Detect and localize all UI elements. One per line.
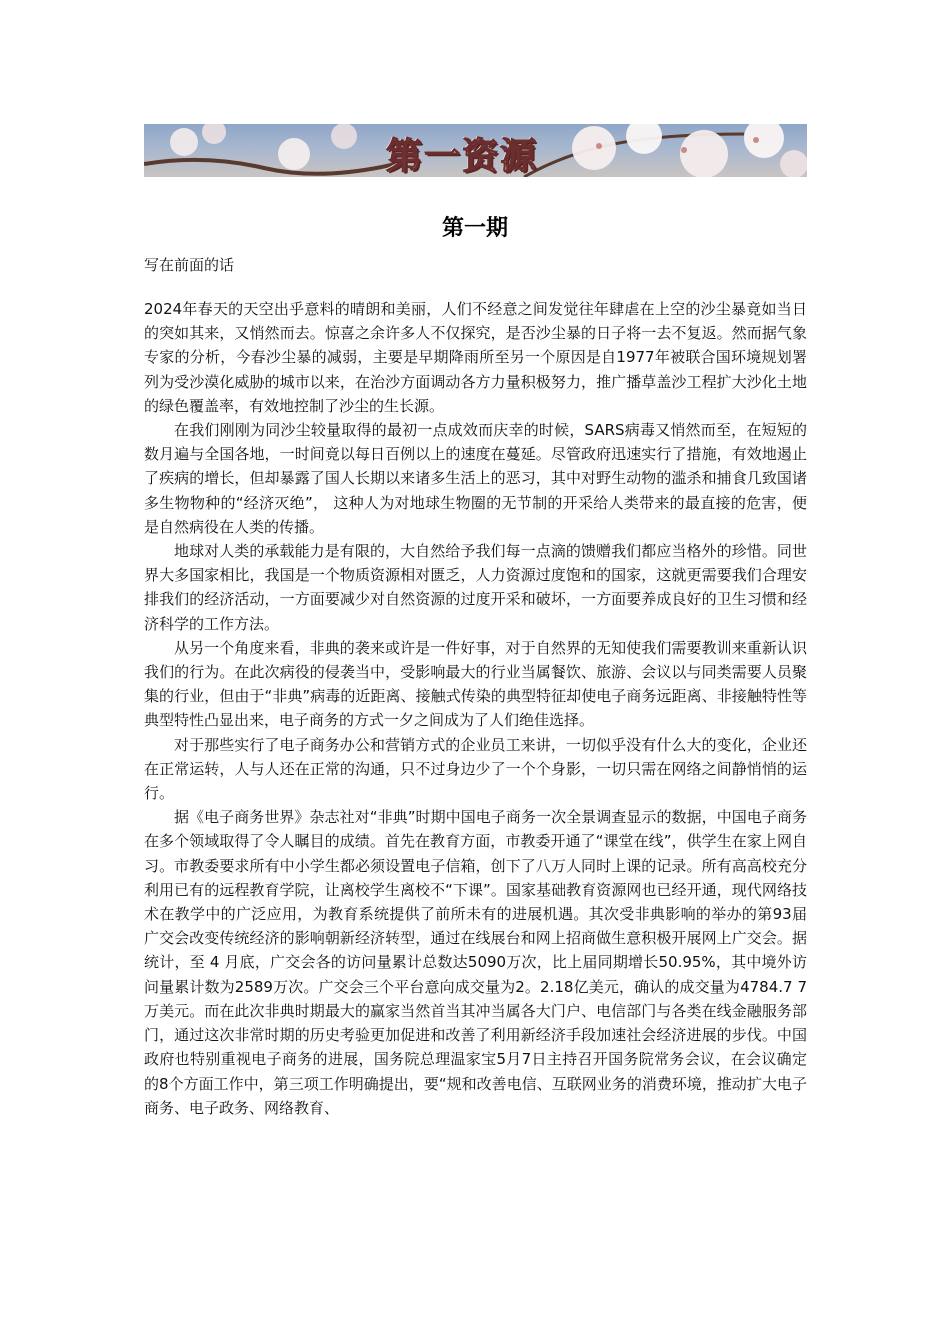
paragraph: 在我们刚刚为同沙尘较量取得的最初一点成效而庆幸的时候，SARS病毒又悄然而至，在短短的数月遍与全国各地，一时间竟以每日百例以上的速度在蔓延。尽管政府迅速实行了措施，有效地遏止了疾病的增长，但却暴露了国人长期以来诸多生活上的恶习，其中对野生动物的滥杀和捕食几致国诸多生物物种的“经济灭绝”， 这种人为对地球生物圈的无节制的开采给人类带来的最直接的危害，便是自然病役在人类的传播。 (144, 421, 807, 536)
paragraph: 据《电子商务世界》杂志社对“非典”时期中国电子商务一次全景调查显示的数据，中国电子商务在多个领域取得了令人瞩目的成绩。首先在教育方面，市教委开通了“课堂在线”，供学生在家上网自习。市教委要求所有中小学生都必须设置电子信箱，创下了八万人同时上课的记录。所有高高校充分利用已有的远程教育学院，让离校学生离校不“下课”。国家基础教育资源网也已经开通，现代网络技术在教学中的广泛应用，为教育系统提供了前所未有的进展机遇。其次受非典影响的举办的第93届广交会改变传统经济的影响朝新经济转型，通过在线展台和网上招商做生意积极开展网上广交会。据统计，至 4 月底，广交会各的访问量累计总数达5090万次，比上届同期增长50.95%，其中境外访问量累计数为2589万次。广交会三个平台意向成交量为2。2.18亿美元，确认的成交量为4784.7 7万美元。而在此次非典时期最大的赢家当然首当其冲当属各大门户、电信部门与各类在线金融服务部门，通过这次非常时期的历史考验更加促进和改善了利用新经济手段加速社会经济进展的步伐。中国政府也特别重视电子商务的进展，国务院总理温家宝5月7日主持召开国务院常务会议，在会议确定的8个方面工作中，第三项工作明确提出，要“规和改善电信、互联网业务的消费环境，推动扩大电子商务、电子政务、网络教育、 (144, 808, 807, 1117)
banner-title: 第一资源 (386, 135, 539, 177)
paragraph: 对于那些实行了电子商务办公和营销方式的企业员工来讲，一切似乎没有什么大的变化，企业还在正常运转，人与人还在正常的沟通，只不过身边少了一个个身影，一切只需在网络之间静悄悄的运行。 (144, 735, 807, 803)
document-body (144, 297, 807, 1120)
paragraph: 从另一个角度来看，非典的袭来或许是一件好事，对于自然界的无知使我们需要教训来重新认识我们的行为。在此次病役的侵袭当中，受影响最大的行业当属餐饮、旅游、会议以与同类需要人员聚集的行业，但由于“非典”病毒的近距离、接触式传染的典型特征却使电子商务远距离、非接触特性等典型特性凸显出来，电子商务的方式一夕之间成为了人们绝佳选择。 (144, 638, 807, 730)
paragraph: 地球对人类的承载能力是有限的，大自然给予我们每一点滴的馈赠我们都应当格外的珍惜。同世界大多国家相比，我国是一个物质资源相对匮乏，人力资源过度饱和的国家，这就更需要我们合理安排我们的经济活动，一方面要减少对自然资源的过度开采和破坏，一方面要养成良好的卫生习惯和经济科学的工作方法。 (144, 542, 807, 633)
document-title: 第一期 (441, 216, 508, 241)
paragraph: 2024年春天的天空出乎意料的晴朗和美丽，人们不经意之间发觉往年肆虐在上空的沙尘暴竟如当日的突如其来，又悄然而去。惊喜之余许多人不仅探究，是否沙尘暴的日子将一去不复返。然而据气象专家的分析，今春沙尘暴的减弱，主要是早期降雨所至另一个原因是自1977年被联合国环境规划署列为受沙漠化威胁的城市以来，在治沙方面调动各方力量积极努力，推广播草盖沙工程扩大沙化土地的绿色覆盖率，有效地控制了沙尘的生长源。 (144, 300, 807, 415)
header-banner (144, 124, 807, 177)
document-subtitle: 写在前面的话 (144, 256, 235, 274)
